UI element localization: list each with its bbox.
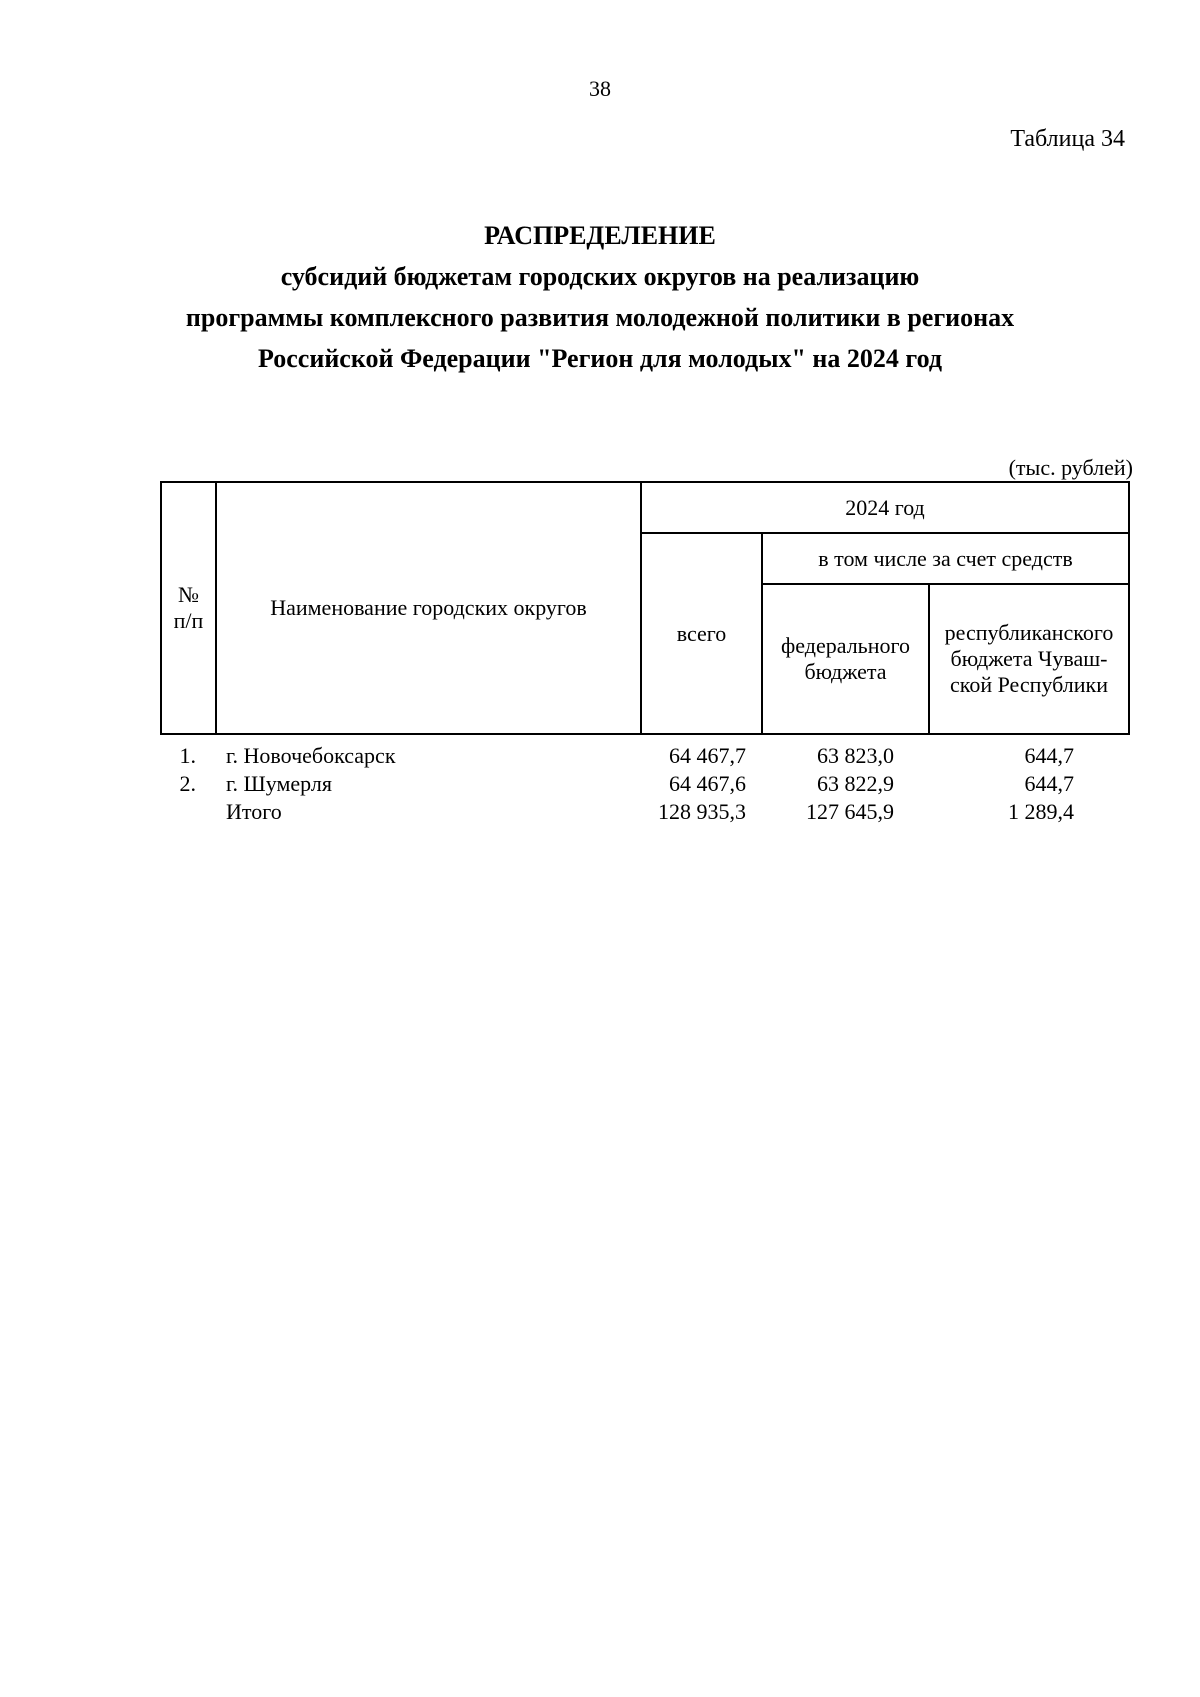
row-name: Итого	[226, 799, 282, 824]
header-total	[642, 534, 761, 733]
header-no	[162, 483, 215, 733]
header-name	[217, 483, 640, 733]
table-header	[160, 481, 1130, 735]
row-total: 128 935,3	[658, 799, 746, 824]
row-name: г. Новочебоксарск	[226, 743, 396, 768]
header-total-label: всего	[676, 620, 727, 646]
row-federal: 63 822,9	[817, 771, 894, 796]
row-number: 2.	[179, 771, 196, 796]
header-republic-line-2: бюджета Чуваш-	[950, 646, 1108, 671]
title-line-2: субсидий бюджетам городских округов на реализацию	[280, 262, 920, 291]
row-total: 64 467,7	[669, 743, 746, 768]
row-republic: 644,7	[1024, 771, 1074, 796]
row-federal: 63 823,0	[817, 743, 894, 768]
header-including	[763, 534, 1128, 583]
header-federal-line-1: федерального	[781, 633, 910, 658]
title-line-4: Российской Федерации "Регион для молодых" на 2024 год	[258, 344, 942, 373]
header-year-label: 2024 год	[845, 494, 925, 520]
header-republic	[930, 585, 1128, 733]
header-republic-line-1: республиканского	[944, 620, 1114, 645]
units-label: (тыс. рублей)	[1008, 455, 1133, 480]
row-total: 64 467,6	[669, 771, 746, 796]
row-republic: 644,7	[1024, 743, 1074, 768]
header-no-line-2: п/п	[173, 608, 204, 633]
header-border-bottom	[160, 733, 1130, 735]
row-republic: 1 289,4	[1008, 799, 1074, 824]
row-federal: 127 645,9	[806, 799, 894, 824]
header-year	[642, 483, 1128, 532]
table-row	[0, 771, 1200, 799]
header-no-line-1: №	[178, 582, 199, 607]
table-total-row	[0, 799, 1200, 827]
document-title	[0, 215, 1200, 379]
header-federal	[763, 585, 928, 733]
title-line-3: программы комплексного развития молодежной политики в регионах	[185, 303, 1015, 332]
header-federal-line-2: бюджета	[804, 659, 887, 684]
row-name: г. Шумерля	[226, 771, 332, 796]
header-name-label: Наименование городских округов	[270, 595, 587, 620]
header-republic-line-3: ской Республики	[950, 672, 1108, 697]
page-number: 38	[589, 76, 611, 101]
table-row	[0, 743, 1200, 771]
table-number: Таблица 34	[1010, 126, 1125, 152]
row-number: 1.	[179, 743, 196, 768]
title-line-1: РАСПРЕДЕЛЕНИЕ	[484, 221, 716, 250]
header-including-label: в том числе за счет средств	[818, 545, 1073, 571]
header-border-right	[1128, 481, 1130, 735]
